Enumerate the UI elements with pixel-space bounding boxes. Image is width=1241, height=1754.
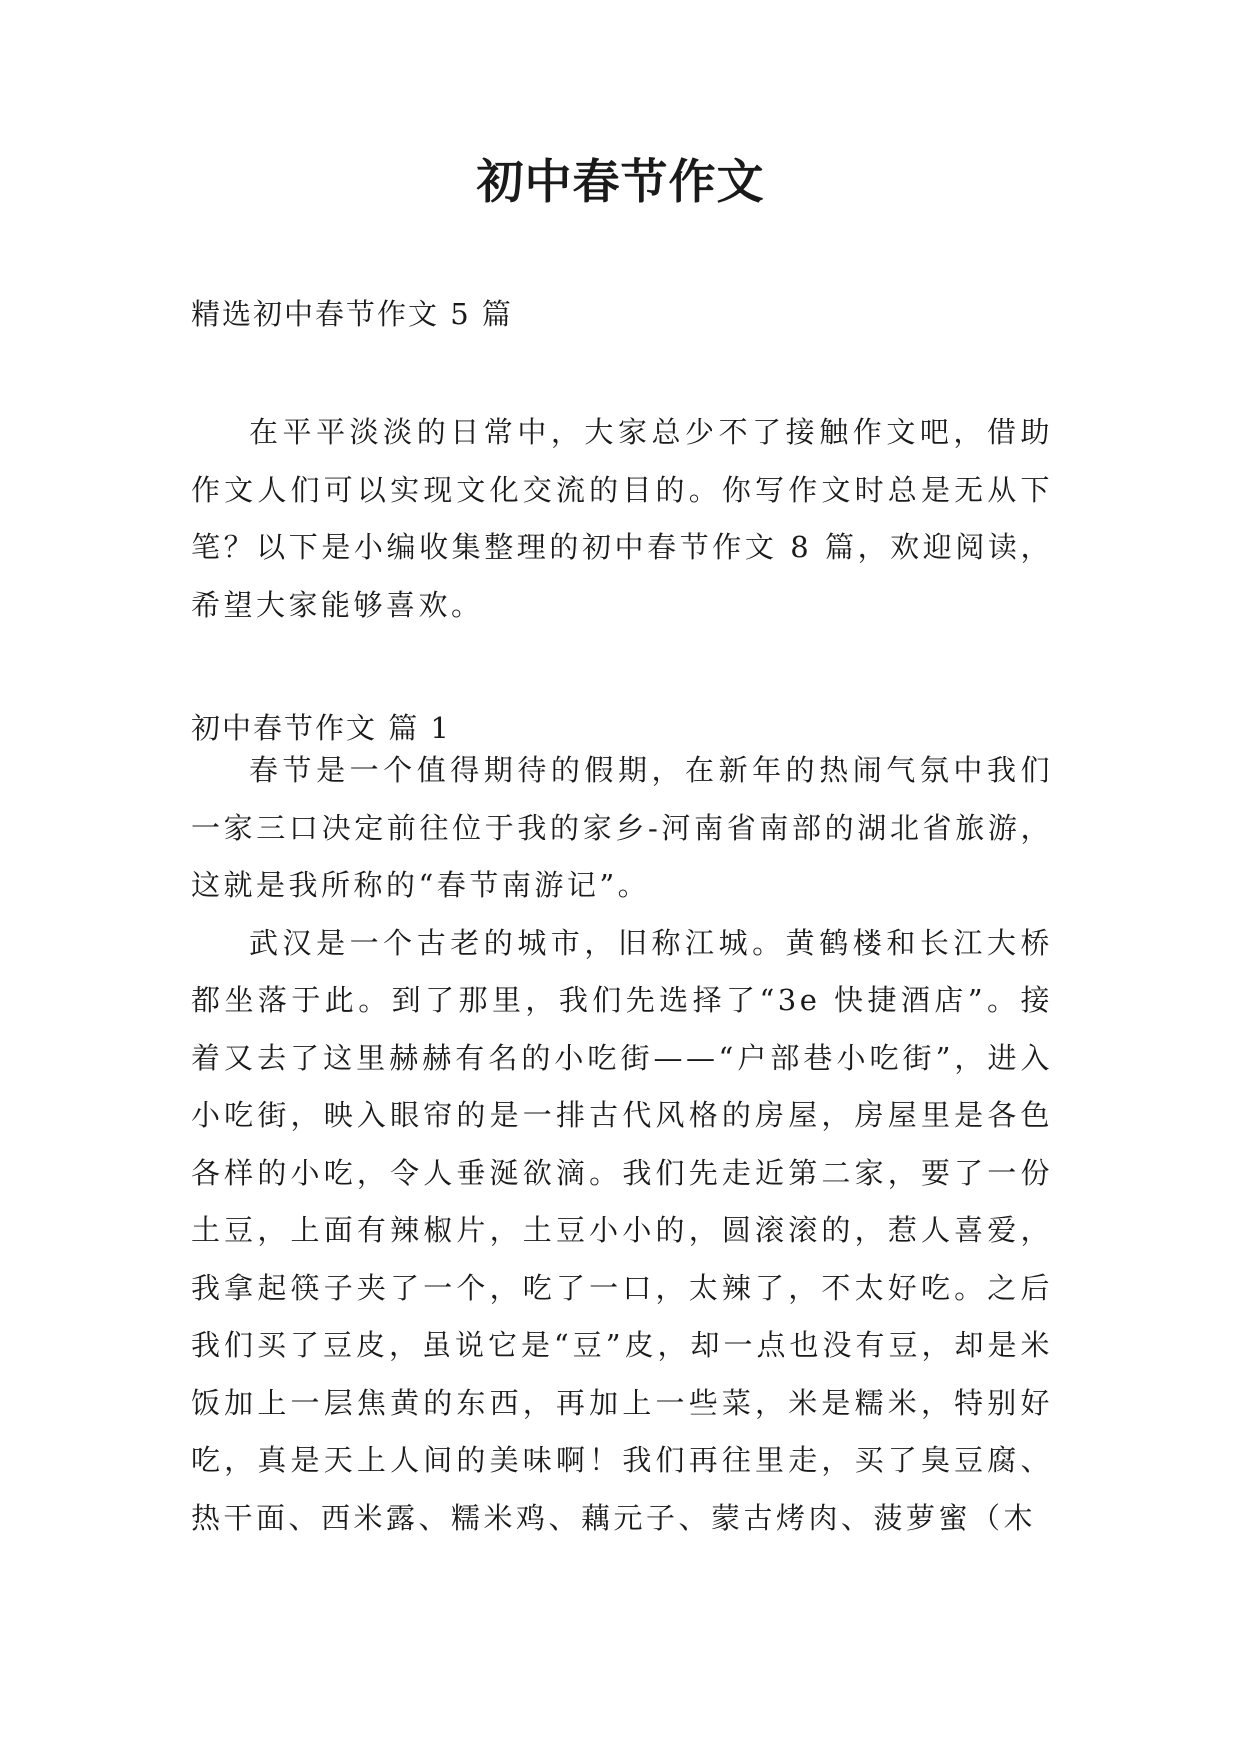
intro-block <box>191 404 1053 634</box>
intro-paragraph: 在平平淡淡的日常中，大家总少不了接触作文吧，借助作文人们可以实现文化交流的目的。你写作文时总是无从下笔？以下是小编收集整理的初中春节作文 8 篇，欢迎阅读，希望大家能够喜欢。 <box>191 415 1053 622</box>
essay-paragraph: 武汉是一个古老的城市，旧称江城。黄鹤楼和长江大桥都坐落于此。到了那里，我们先选择了“3e 快捷酒店”。接着又去了这里赫赫有名的小吃街——“户部巷小吃街”，进入小吃街，映入眼帘的是一排古代风格的房屋，房屋里是各色各样的小吃，令人垂涎欲滴。我们先走近第二家，要了一份土豆，上面有辣椒片，土豆小小的，圆滚滚的，惹人喜爱，我拿起筷子夹了一个，吃了一口，太辣了，不太好吃。之后我们买了豆皮，虽说它是“豆”皮，却一点也没有豆，却是米饭加上一层焦黄的东西，再加上一些菜，米是糯米，特别好吃，真是天上人间的美味啊！我们再往里走，买了臭豆腐、热干面、西米露、糯米鸡、藕元子、蒙古烤肉、菠萝蜜（木 <box>191 925 1053 1535</box>
essay-body <box>191 742 1053 1547</box>
document-subtitle: 精选初中春节作文 5 篇 <box>191 297 513 331</box>
section-heading: 初中春节作文 篇 1 <box>191 711 451 745</box>
essay-paragraph: 春节是一个值得期待的假期，在新年的热闹气氛中我们一家三口决定前往位于我的家乡-河南省南部的湖北省旅游，这就是我所称的“春节南游记”。 <box>191 753 1053 902</box>
document-title: 初中春节作文 <box>476 155 765 210</box>
